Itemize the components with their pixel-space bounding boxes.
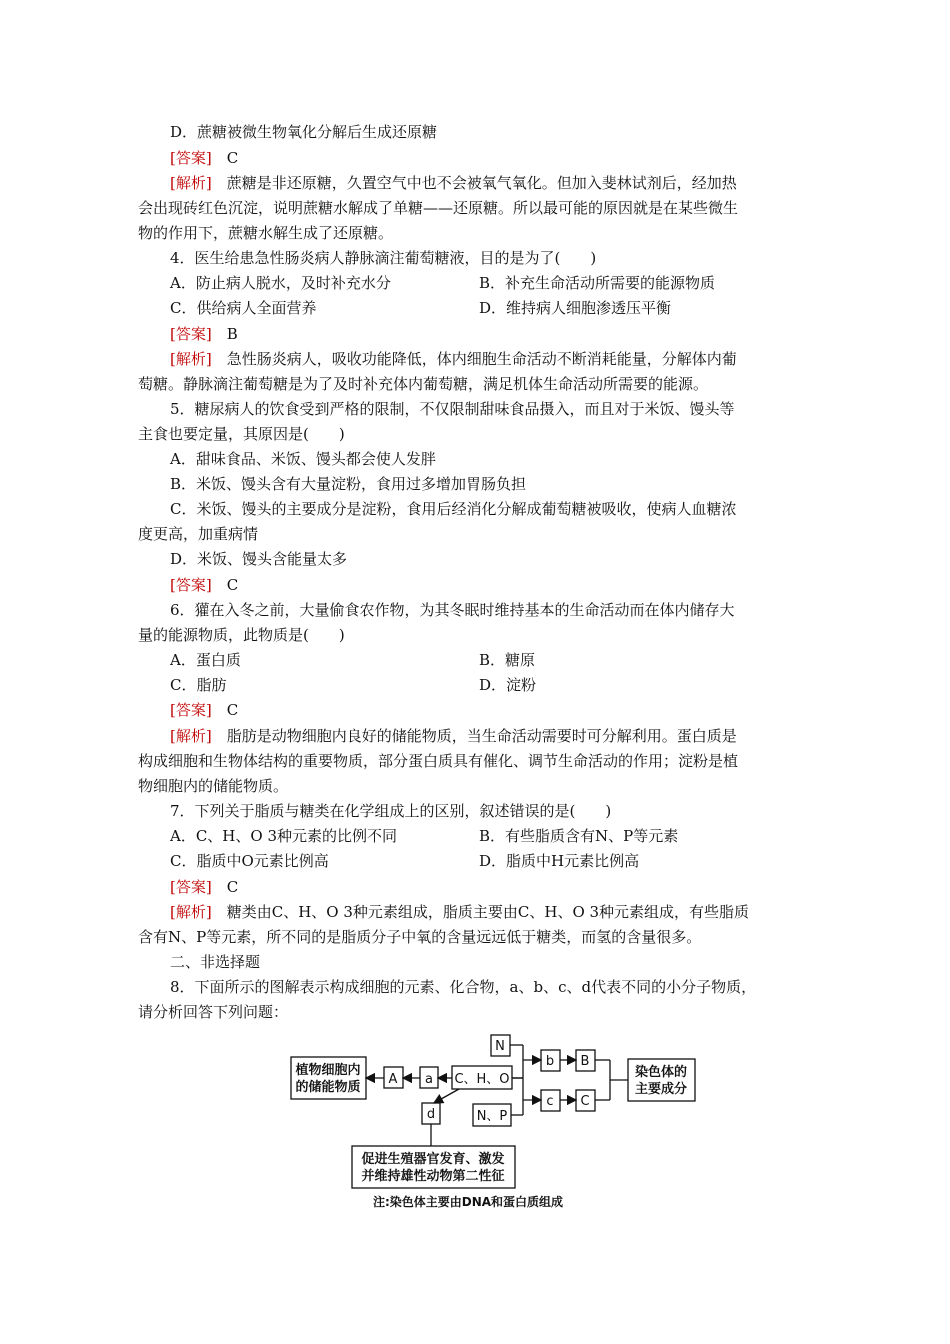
q4-stem: 4．医生给患急性肠炎病人静脉滴注葡萄糖液，目的是为了( ) [170,249,597,267]
q4-option-b: B．补充生命活动所需要的能源物质 [479,274,716,292]
q6-option-d: D．淀粉 [479,676,537,694]
analysis-text: 脂肪是动物细胞内良好的储能物质，当生命活动需要时可分解利用。蛋白质是 [211,727,737,745]
plant-storage-label-1: 植物细胞内 [295,1063,361,1078]
answer-tag: [答案] [170,149,212,167]
q6-analysis-line-2: 构成细胞和生物体结构的重要物质，部分蛋白质具有催化、调节生命活动的作用；淀粉是植 [138,752,739,770]
label-A: A [388,1072,398,1087]
answer-tag: [答案] [170,701,212,719]
q3-option-d: D．蔗糖被微生物氧化分解后生成还原糖 [170,123,438,141]
q5-stem-line-1: 5．糖尿病人的饮食受到严格的限制，不仅限制甜味食品摄入，而且对于米饭、馒头等 [170,400,735,418]
q6-option-c: C．脂肪 [170,676,227,694]
answer-value: C [211,149,239,167]
label-B: B [580,1054,590,1069]
label-C: C [580,1094,590,1109]
q5-option-b: B．米饭、馒头含有大量淀粉，食用过多增加胃肠负担 [170,475,527,493]
q8-stem-line-1: 8．下面所示的图解表示构成细胞的元素、化合物，a、b、c、d代表不同的小分子物质， [170,978,757,996]
answer-tag: [答案] [170,576,212,594]
q7-analysis-line-2: 含有N、P等元素，所不同的是脂质分子中氧的含量远远低于糖类，而氢的含量很多。 [138,928,702,946]
label-b: b [545,1054,555,1069]
label-N: N [495,1039,505,1054]
analysis-tag: [解析] [170,350,212,368]
q5-option-c-line-1: C．米饭、馒头的主要成分是淀粉，食用后经消化分解成葡萄糖被吸收，使病人血糖浓 [170,500,737,518]
q7-option-b: B．有些脂质含有N、P等元素 [479,827,679,845]
q4-option-c: C．供给病人全面营养 [170,299,317,317]
label-a: a [425,1072,433,1087]
answer-tag: [答案] [170,325,212,343]
q7-stem: 7．下列关于脂质与糖类在化学组成上的区别，叙述错误的是( ) [170,802,612,820]
q5-option-a: A．甜味食品、米饭、馒头都会使人发胖 [170,450,436,468]
answer-value: C [211,878,239,896]
label-NP: N、P [476,1109,508,1124]
answer-value: C [211,576,239,594]
answer-tag: [答案] [170,878,212,896]
q4-option-d: D．维持病人细胞渗透压平衡 [479,299,672,317]
q7-option-c: C．脂质中O元素比例高 [170,852,329,870]
q6-analysis-line-3: 物细胞内的储能物质。 [138,777,289,795]
answer-value: C [211,701,239,719]
q5-option-d: D．米饭、馒头含能量太多 [170,550,348,568]
q6-stem-line-1: 6．獾在入冬之前，大量偷食农作物，为其冬眠时维持基本的生命活动而在体内储存大 [170,601,735,619]
chromosome-label-2: 主要成分 [634,1082,688,1097]
q6-stem-line-2: 量的能源物质，此物质是( ) [138,626,345,644]
analysis-tag: [解析] [170,174,212,192]
section-heading: 二、非选择题 [170,953,261,971]
analysis-text: 急性肠炎病人，吸收功能降低，体内细胞生命活动不断消耗能量，分解体内葡 [211,350,737,368]
q6-option-a: A．蛋白质 [170,651,241,669]
q6-option-b: B．糖原 [479,651,536,669]
q7-option-a: A．C、H、O 3种元素的比例不同 [170,827,398,845]
q3-analysis-line-3: 物的作用下，蔗糖水解生成了还原糖。 [138,224,394,242]
analysis-tag: [解析] [170,727,212,745]
chromosome-label-1: 染色体的 [634,1065,688,1080]
analysis-text: 蔗糖是非还原糖，久置空气中也不会被氧气氧化。但加入斐林试剂后，经加热 [211,174,737,192]
label-d: d [426,1107,436,1122]
analysis-text: 糖类由C、H、O 3种元素组成，脂质主要由C、H、O 3种元素组成，有些脂质 [211,903,750,921]
sex-traits-label-1: 促进生殖器官发育、激发 [361,1152,505,1167]
label-c: c [546,1094,554,1109]
answer-value: B [211,325,238,343]
label-cho: C、H、O [454,1072,510,1087]
q8-stem-line-2: 请分析回答下列问题： [138,1003,289,1021]
plant-storage-label-2: 的储能物质 [295,1080,361,1095]
analysis-tag: [解析] [170,903,212,921]
q4-option-a: A．防止病人脱水，及时补充水分 [170,274,391,292]
q5-stem-line-2: 主食也要定量，其原因是( ) [138,425,345,443]
q3-analysis-line-2: 会出现砖红色沉淀，说明蔗糖水解成了单糖——还原糖。所以最可能的原因就是在某些微生 [138,199,739,217]
diagram-note: 注:染色体主要由DNA和蛋白质组成 [372,1195,564,1209]
q4-analysis-line-2: 萄糖。静脉滴注葡萄糖是为了及时补充体内葡萄糖，满足机体生命活动所需要的能源。 [138,375,709,393]
q7-option-d: D．脂质中H元素比例高 [479,852,640,870]
q5-option-c-line-2: 度更高，加重病情 [138,525,259,543]
sex-traits-label-2: 并维持雄性动物第二性征 [361,1169,505,1184]
